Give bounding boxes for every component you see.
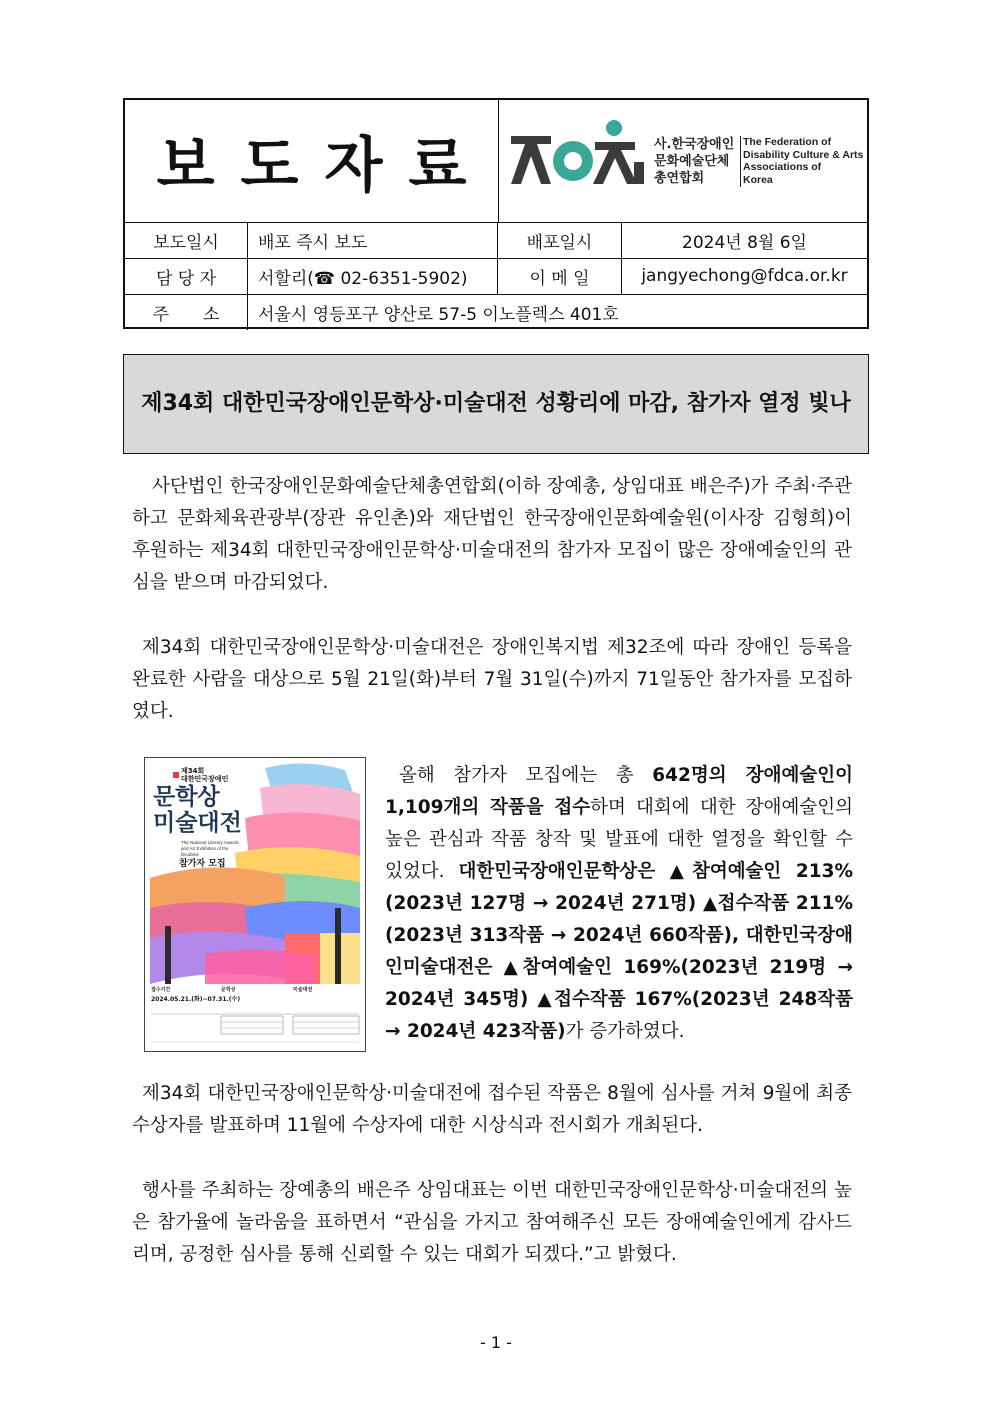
page-number: - 1 -: [480, 1333, 512, 1352]
release-date-value: 배포 즉시 보도: [248, 222, 498, 258]
distribution-date-label: 배포일시: [498, 222, 622, 258]
poster-literature-label: 문학상: [221, 987, 236, 993]
title-cell: [125, 100, 499, 222]
release-date-row: [125, 222, 867, 259]
headline-box: [123, 354, 869, 454]
poster-main-title-1: 문학상: [153, 784, 220, 810]
contest-poster-image: [144, 757, 366, 1052]
contact-label: 담 당 자: [125, 258, 248, 294]
contact-value: 서할리(☎ 02-6351-5902): [248, 258, 498, 294]
organization-logo: [507, 114, 649, 204]
poster-subtitle: 대한민국장애인: [181, 775, 229, 783]
paragraph-2: 제34회 대한민국장애인문학상·미술대전은 장애인복지법 제32조에 따라 장애인 등록을 완료한 사람을 대상으로 5월 21일(화)부터 7월 31일(수)까지 71일동안 참가자를 모집하였다.: [132, 637, 852, 722]
press-release-header: [123, 98, 869, 329]
header-top-row: [125, 100, 867, 223]
poster-period: 2024.05.21.(화)~07.31.(수): [151, 996, 241, 1003]
poster-main-title-2: 미술대전: [153, 810, 242, 836]
poster-edition: 제34회: [181, 767, 205, 775]
poster-period-label: 접수기간: [151, 987, 171, 993]
email-label: 이 메 일: [498, 258, 622, 294]
org-name-english: The Federation of Disability Culture & Arts Associations of Korea: [743, 136, 864, 186]
org-name-korean: 사.한국장애인 문화예술단체 총연합회: [654, 136, 741, 187]
page-title: 보도자료: [156, 131, 493, 201]
contact-row: [125, 258, 867, 295]
address-row: [125, 294, 867, 330]
paragraph-4: 제34회 대한민국장애인문학상·미술대전에 접수된 작품은 8월에 심사를 거쳐 9월에 최종수상자를 발표하며 11월에 수상자에 대한 시상식과 전시회가 개최된다.: [132, 1083, 852, 1136]
paragraph-3: 올해 참가자 모집에는 총 642명의 장애예술인이 1,109개의 작품을 접수하며 대회에 대한 장애예술인의 높은 관심과 작품 창작 및 발표에 대한 열정을 확인할 수 있었다. 대한민국장애인문학상은 ▲참여예술인 213%(2023년 127명 → 2024년 271명) ▲접수작품 211%(2023년 313작품 → 2024년 660작품), 대한민국장애인미술대전은 ▲참여예술인 169%(2023년 219명 → 2024년 345명) ▲접수작품 167%(2023년 248작품 → 2024년 423작품)가 증가하였다.: [385, 765, 854, 1042]
headline-text: 제34회 대한민국장애인문학상·미술대전 성황리에 마감, 참가자 열정 빛나: [141, 391, 851, 416]
distribution-date-value: 2024년 8월 6일: [682, 232, 807, 253]
paragraph-1: 사단법인 한국장애인문화예술단체총연합회(이하 장예총, 상임대표 배은주)가 주최·주관하고 문화체육관광부(장관 유인촌)와 재단법인 한국장애인문화예술원(이사장 김형희)이 후원하는 제34회 대한민국장애인문학상·미술대전의 참가자 모집이 많은 장애예술인의 관심을 받으며 마감되었다.: [132, 476, 852, 593]
email-value[interactable]: jangyechong@fdca.or.kr: [641, 266, 848, 286]
poster-english-title: The National Literary Awards and Art Exhibition of the Disabled: [181, 840, 239, 857]
logo-cell: [499, 100, 867, 222]
address-label: 주 소: [125, 294, 248, 330]
poster-recruit-text: 참가자 모집: [179, 859, 226, 869]
paragraph-5: 행사를 주최하는 장예총의 배은주 상임대표는 이번 대한민국장애인문학상·미술대전의 높은 참가율에 놀라움을 표하면서 “관심을 가지고 참여해주신 모든 장애예술인에게 감사드리며, 공정한 심사를 통해 신뢰할 수 있는 대회가 되겠다.”고 밝혔다.: [132, 1180, 852, 1265]
release-date-label: 보도일시: [125, 222, 248, 258]
poster-art-label: 미술대전: [293, 987, 313, 993]
address-value: 서울시 영등포구 양산로 57-5 이노플렉스 401호: [258, 304, 619, 325]
